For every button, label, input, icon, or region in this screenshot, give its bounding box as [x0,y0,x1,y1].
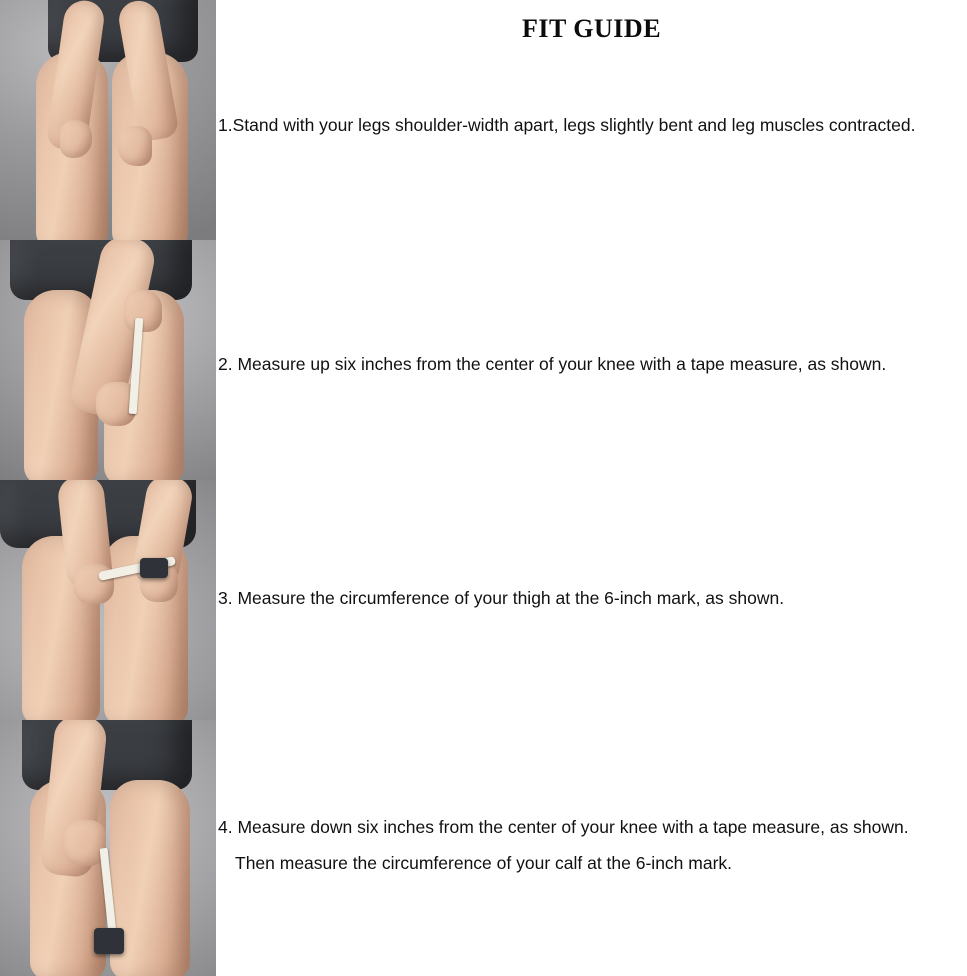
pointing-hand [118,126,152,166]
instruction-step-4 [218,814,966,877]
page-title: FIT GUIDE [521,14,662,43]
photo-stand-pose [0,0,216,240]
instruction-step-2-text: 2. Measure up six inches from the center of your knee with a tape measure, as shown. [218,354,887,374]
photo-column [0,0,216,976]
instruction-step-1 [218,112,966,139]
tape-measure-case [140,558,168,578]
instruction-step-2 [218,351,966,378]
instruction-step-3-text: 3. Measure the circumference of your thigh at the 6-inch mark, as shown. [218,588,785,608]
instruction-step-4-text-line2: Then measure the circumference of your calf at the 6-inch mark. [235,853,733,874]
photo-measure-down-from-knee [0,720,216,976]
upper-hand [124,290,162,332]
tape-measure-case [94,928,124,954]
shorts [22,720,192,790]
instruction-step-4-text: 4. Measure down six inches from the center of your knee with a tape measure, as shown. [218,817,909,837]
instructions-column [216,0,967,976]
photo-thigh-circumference [0,480,216,720]
instruction-step-1-text: 1.Stand with your legs shoulder-width apart, legs slightly bent and leg muscles contracted. [218,115,916,135]
photo-measure-up-from-knee [0,240,216,480]
instruction-step-3 [218,585,966,612]
